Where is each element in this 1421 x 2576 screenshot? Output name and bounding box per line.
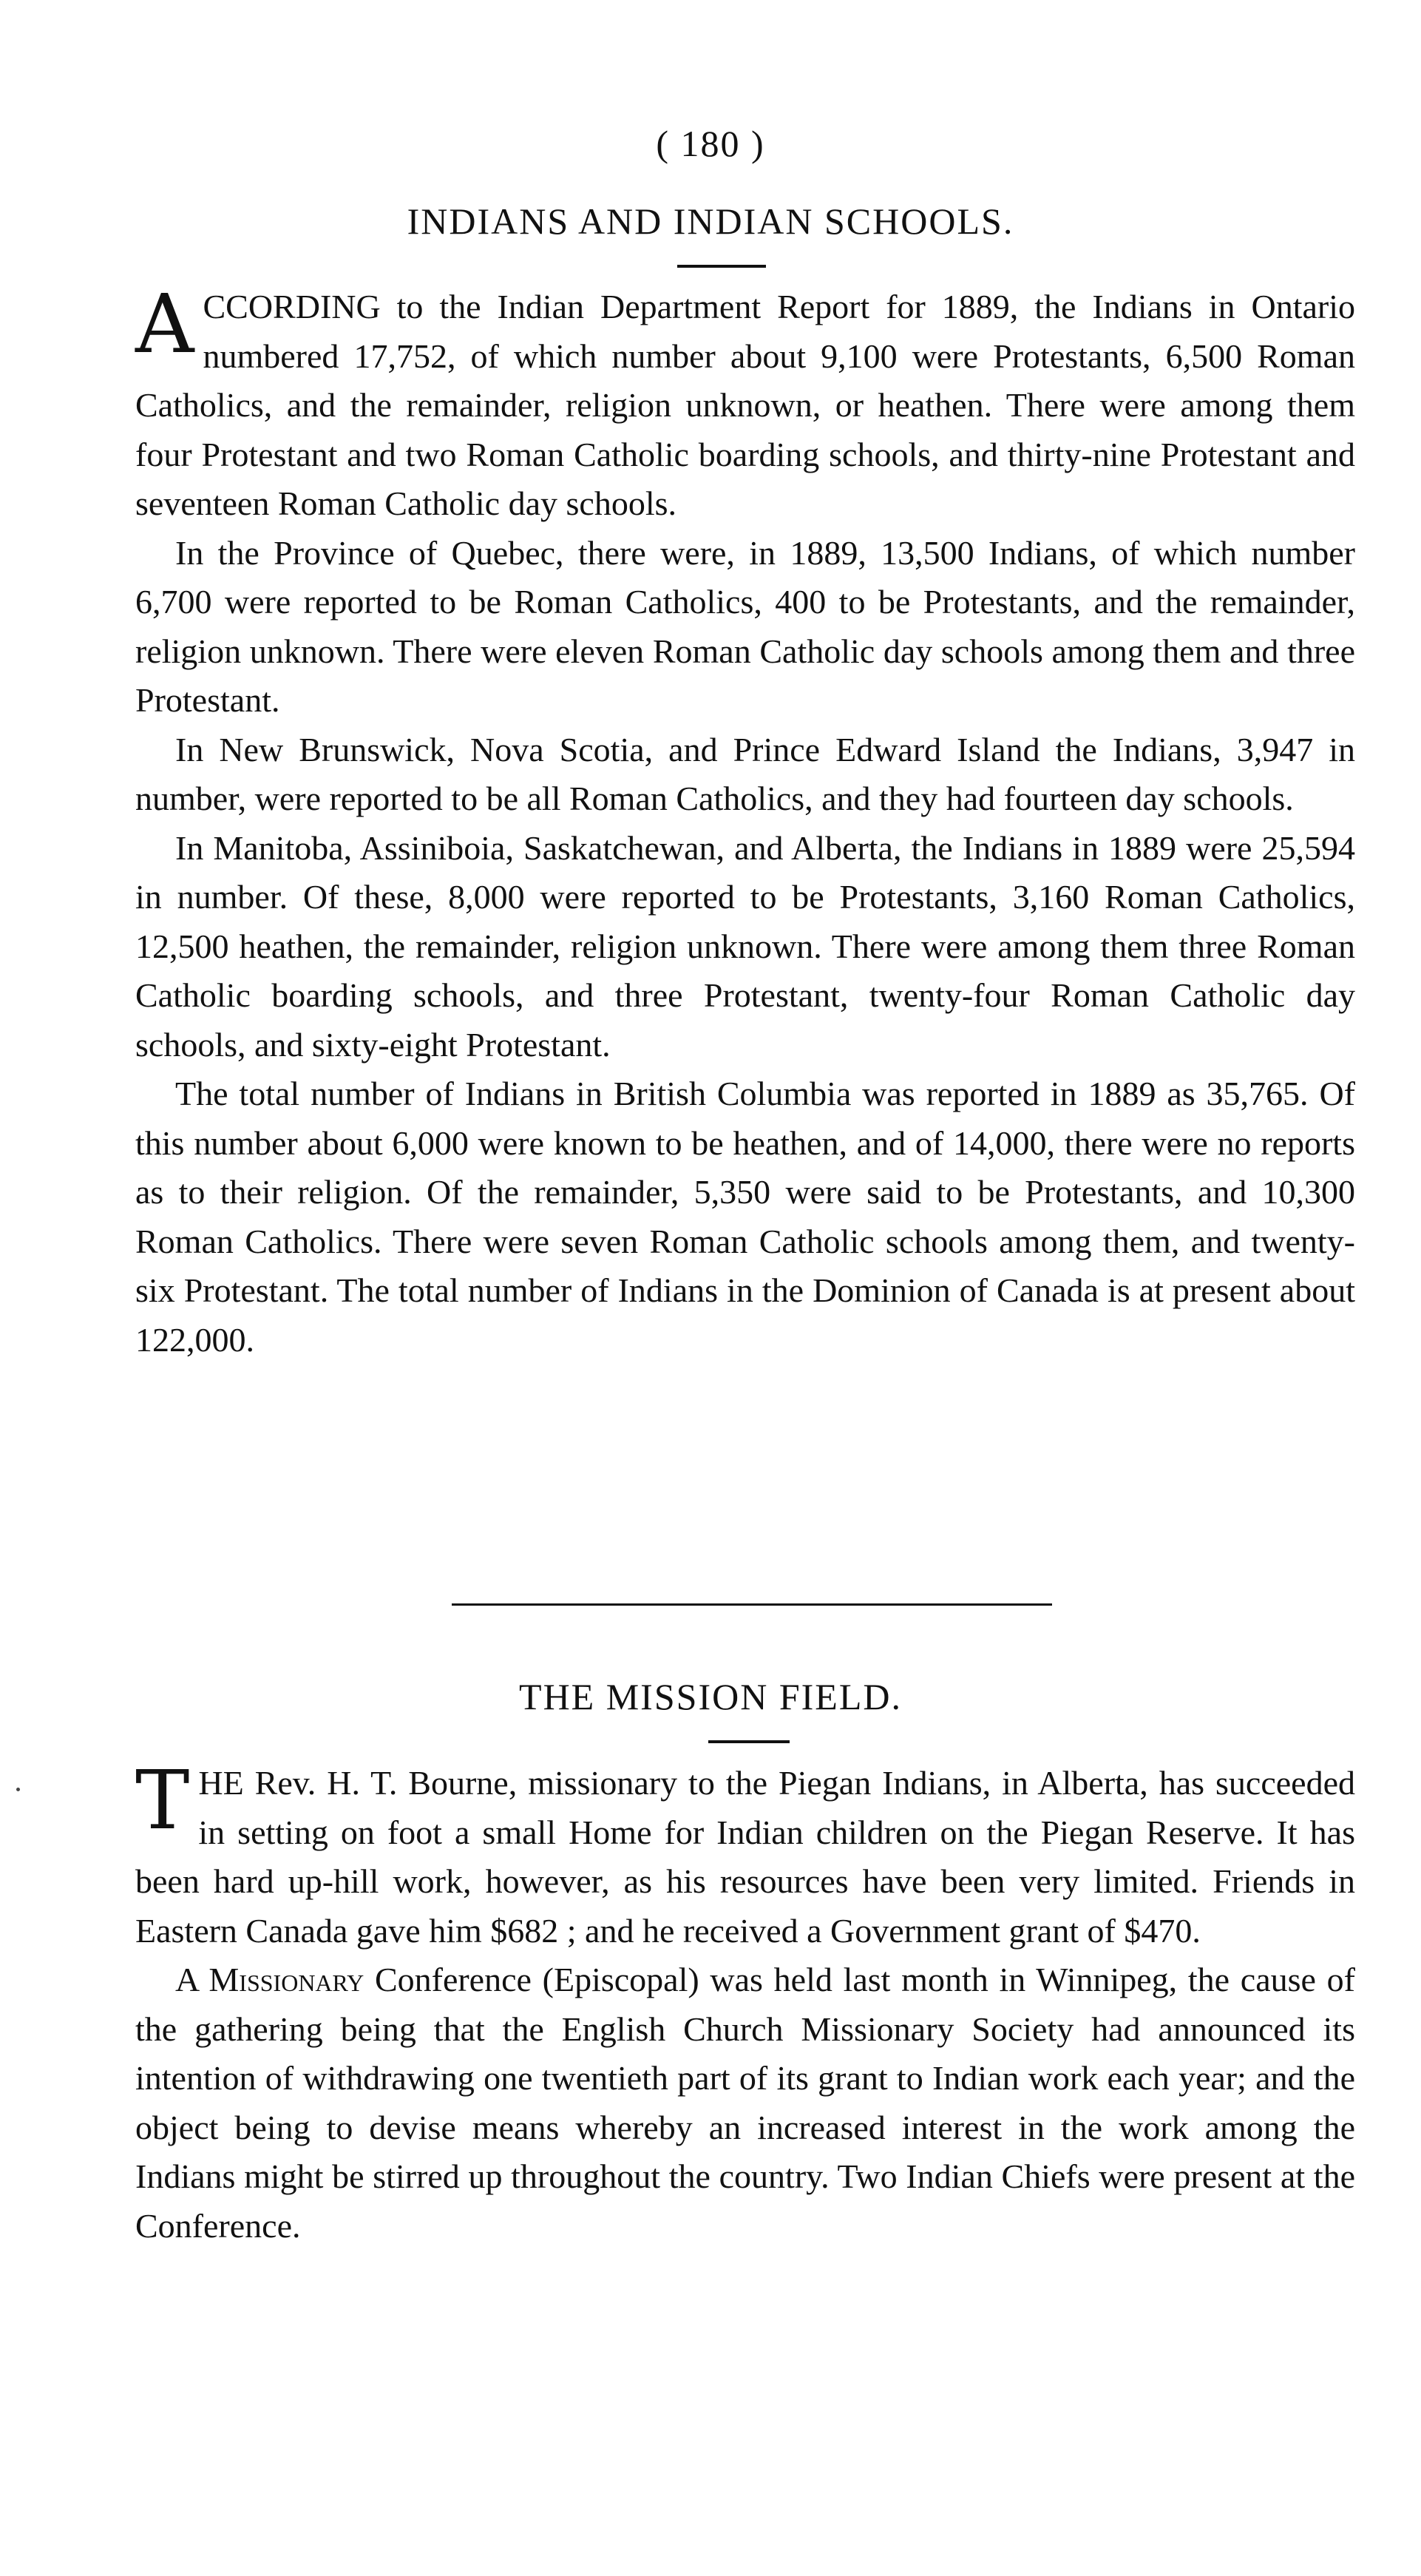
page-number: ( 180 )	[656, 123, 765, 164]
margin-speck	[16, 1788, 20, 1791]
section-body-mission-field	[135, 1753, 1355, 2251]
drop-cap: T	[135, 1753, 190, 1848]
paragraph: In the Province of Quebec, there were, in 1889, 13,500 Indians, of which number 6,700 were reported to be Roman Catholics, 400 to be Protestants, and the remainder, religion unknown. There were eleven Roman Catholic day schools among them and three Protestant.	[135, 533, 1355, 719]
paragraph-text: HE Rev. H. T. Bourne, missionary to the Piegan Indians, in Alberta, has succeeded in setting on foot a small Home for Indian children on the Piegan Reserve. It has been hard up-hill work, however, as his resources have been very limited. Friends in Eastern Canada gave him $682 ; and he received a Government grant of $470.	[135, 1764, 1355, 1950]
paragraph	[135, 277, 1355, 529]
small-caps-word: Missionary	[208, 1961, 364, 1998]
title-rule	[677, 265, 766, 268]
title-rule	[708, 1740, 790, 1743]
paragraph: The total number of Indians in British Columbia was reported in 1889 as 35,765. Of this number about 6,000 were known to be heathen, and of 14,000, there were no reports as to their religion. Of the remainder, 5,350 were said to be Protestants, and 10,300 Roman Catholics. There were seven Roman Catholic schools among them, and twenty-six Protestant. The total number of Indians in the Dominion of Canada is at present about 122,000.	[135, 1075, 1355, 1359]
section-title-indians: INDIANS AND INDIAN SCHOOLS.	[407, 200, 1014, 242]
paragraph	[135, 1955, 1355, 2251]
drop-cap: A	[135, 277, 194, 371]
paragraph-text: Conference (Episcopal) was held last month in Winnipeg, the cause of the gathering being that the English Church Missionary Society had announced its intention of withdrawing one twentieth part of its grant to Indian work each year; and the object being to devise means whereby an increased interest in the work among the Indians might be stirred up throughout the country. Two Indian Chiefs were present at the Conference.	[135, 1961, 1355, 2245]
paragraph: In New Brunswick, Nova Scotia, and Prince Edward Island the Indians, 3,947 in number, were reported to be all Roman Catholics, and they had fourteen day schools.	[135, 730, 1355, 817]
paragraph	[135, 1753, 1355, 1955]
section-body-indians	[135, 277, 1355, 1365]
section-divider	[452, 1603, 1052, 1606]
paragraph-lead: A	[175, 1961, 209, 1998]
section-title-mission-field: THE MISSION FIELD.	[519, 1676, 902, 1717]
paragraph-text: CCORDING to the Indian Department Report for 1889, the Indians in Ontario numbered 17,752, of which number about 9,100 were Protestants, 6,500 Roman Catholics, and the remainder, religion unknown, or heathen. There were among them four Protestant and two Roman Catholic boarding schools, and thirty-nine Protestant and seventeen Roman Catholic day schools.	[135, 288, 1355, 522]
paragraph: In Manitoba, Assiniboia, Saskatchewan, and Alberta, the Indians in 1889 were 25,594 in number. Of these, 8,000 were reported to be Protestants, 3,160 Roman Catholics, 12,500 heathen, the remainder, religion unknown. There were among them three Roman Catholic boarding schools, and three Protestant, twenty-four Roman Catholic day schools, and sixty-eight Protestant.	[135, 828, 1355, 1064]
